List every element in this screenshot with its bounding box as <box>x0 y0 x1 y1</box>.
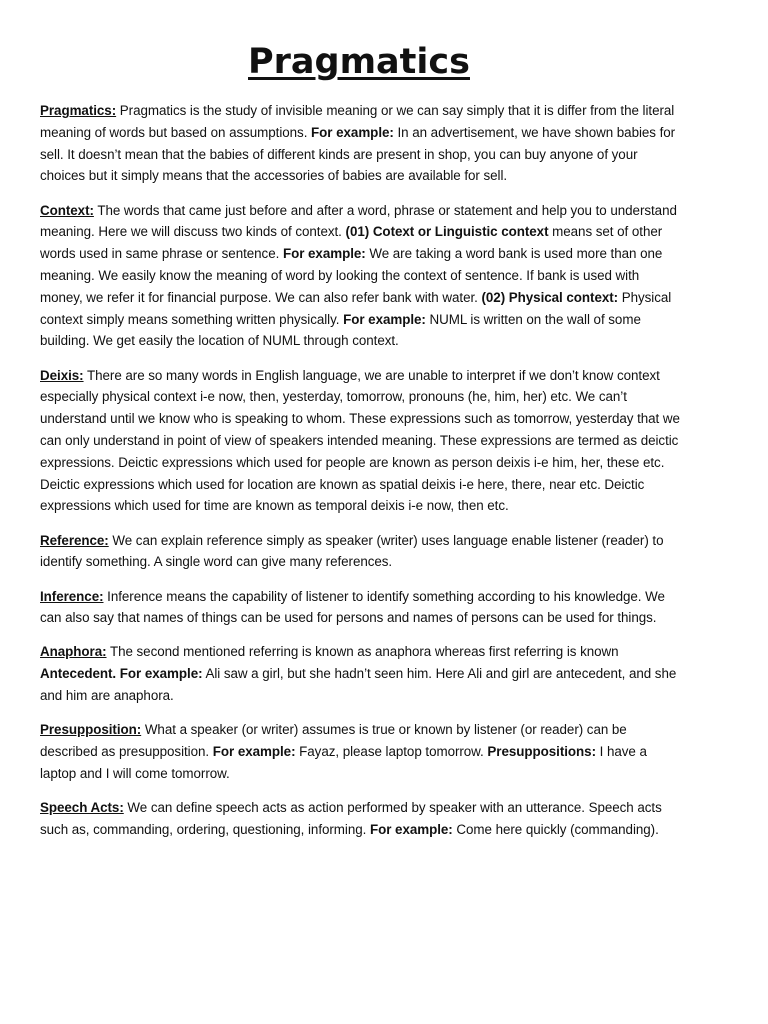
term-deixis: Deixis: <box>40 367 84 383</box>
paragraph-text: The words that came just before and after a word, phrase or statement and help you to understand meaning. Here we will discuss two kinds of context. <box>40 202 677 240</box>
keyword-presuppositions: Presuppositions: <box>487 744 596 760</box>
keyword-physical-context: (02) Physical context: <box>481 289 619 305</box>
paragraph-text: Inference means the capability of listener to identify something according to his knowledge. We can also say that names of things can be used for persons and names of persons can be used for things. <box>40 588 665 626</box>
paragraph-text: What a speaker (or writer) assumes is true or known by listener (or reader) can be described as presupposition. <box>40 722 627 760</box>
paragraph-text: Physical context simply means something written physically. <box>40 289 672 327</box>
term-context: Context: <box>40 202 94 218</box>
paragraph-text: Fayaz, please laptop tomorrow. <box>295 744 488 760</box>
paragraph-presupposition <box>40 719 680 784</box>
paragraph-text: NUML is written on the wall of some building. We get easily the location of NUML through context. <box>40 311 641 349</box>
keyword-cotext: (01) Cotext or Linguistic context <box>345 224 549 240</box>
keyword-for-example: For example: <box>212 744 296 760</box>
paragraph-text: The second mentioned referring is known as anaphora whereas first referring is known <box>106 644 619 660</box>
paragraph-anaphora <box>40 641 680 706</box>
term-presupposition: Presupposition: <box>40 722 142 738</box>
paragraph-text: In an advertisement, we have shown babies for sell. It doesn’t mean that the babies of different kinds are present in shop, you can buy anyone of your choices but it simply means that the accessories of babies are available for sell. <box>40 124 676 184</box>
paragraph-text: We can define speech acts as action performed by speaker with an utterance. Speech acts such as, commanding, ordering, questioning, informing. <box>40 800 662 837</box>
paragraph-text: means set of other words used in same phrase or sentence. <box>40 224 663 262</box>
paragraph-text: I have a laptop and I will come tomorrow. <box>40 744 647 781</box>
paragraph-text: We can explain reference simply as speaker (writer) uses language enable listener (reader) to identify something. A single word can give many references. <box>40 532 664 570</box>
term-pragmatics: Pragmatics: <box>40 103 117 118</box>
term-speech-acts: Speech Acts: <box>40 800 124 816</box>
paragraph-inference <box>40 586 680 630</box>
term-inference: Inference: <box>40 588 104 604</box>
paragraph-text: There are so many words in English language, we are unable to interpret if we don’t know context especially physical context i-e now, then, yesterday, tomorrow, pronouns (he, him, her) etc. We can’t understand until we know who is speaking to whom. These expressions such as tomorrow, yesterday that we can only understand in point of view of speakers intended meaning. These expressions are termed as deictic expressions. Deictic expressions which used for people are known as person deixis i-e him, her, these etc. Deictic expressions which used for location are known as spatial deixis i-e here, there, near etc. Deictic expressions which used for time are known as temporal deixis i-e now, then etc. <box>40 367 680 514</box>
paragraph-text: Pragmatics is the study of invisible meaning or we can say simply that it is differ from the literal meaning of words but based on assumptions. <box>40 103 675 140</box>
keyword-for-example: For example: <box>282 246 366 262</box>
paragraph-text: We are taking a word bank is used more than one meaning. We easily know the meaning of word by looking the context of sentence. If bank is used with money, we refer it for financial purpose. We can also refer bank with water. <box>40 246 663 305</box>
paragraph-text: Come here quickly (commanding). <box>452 821 659 837</box>
keyword-antecedent: Antecedent. For example: <box>40 666 203 682</box>
keyword-for-example: For example: <box>343 311 426 327</box>
document-body <box>40 100 680 853</box>
keyword-for-example: For example: <box>311 124 394 140</box>
page-title: Pragmatics <box>248 42 470 82</box>
paragraph-text: Ali saw a girl, but she hadn’t seen him. Here Ali and girl are antecedent, and she and him are anaphora. <box>40 666 677 704</box>
paragraph-speech-acts <box>40 797 680 841</box>
paragraph-deixis <box>40 365 680 518</box>
term-reference: Reference: <box>40 532 109 548</box>
paragraph-context <box>40 200 680 353</box>
paragraph-reference <box>40 530 680 574</box>
keyword-for-example: For example: <box>369 821 453 837</box>
paragraph-pragmatics <box>40 100 680 187</box>
term-anaphora: Anaphora: <box>40 644 107 660</box>
